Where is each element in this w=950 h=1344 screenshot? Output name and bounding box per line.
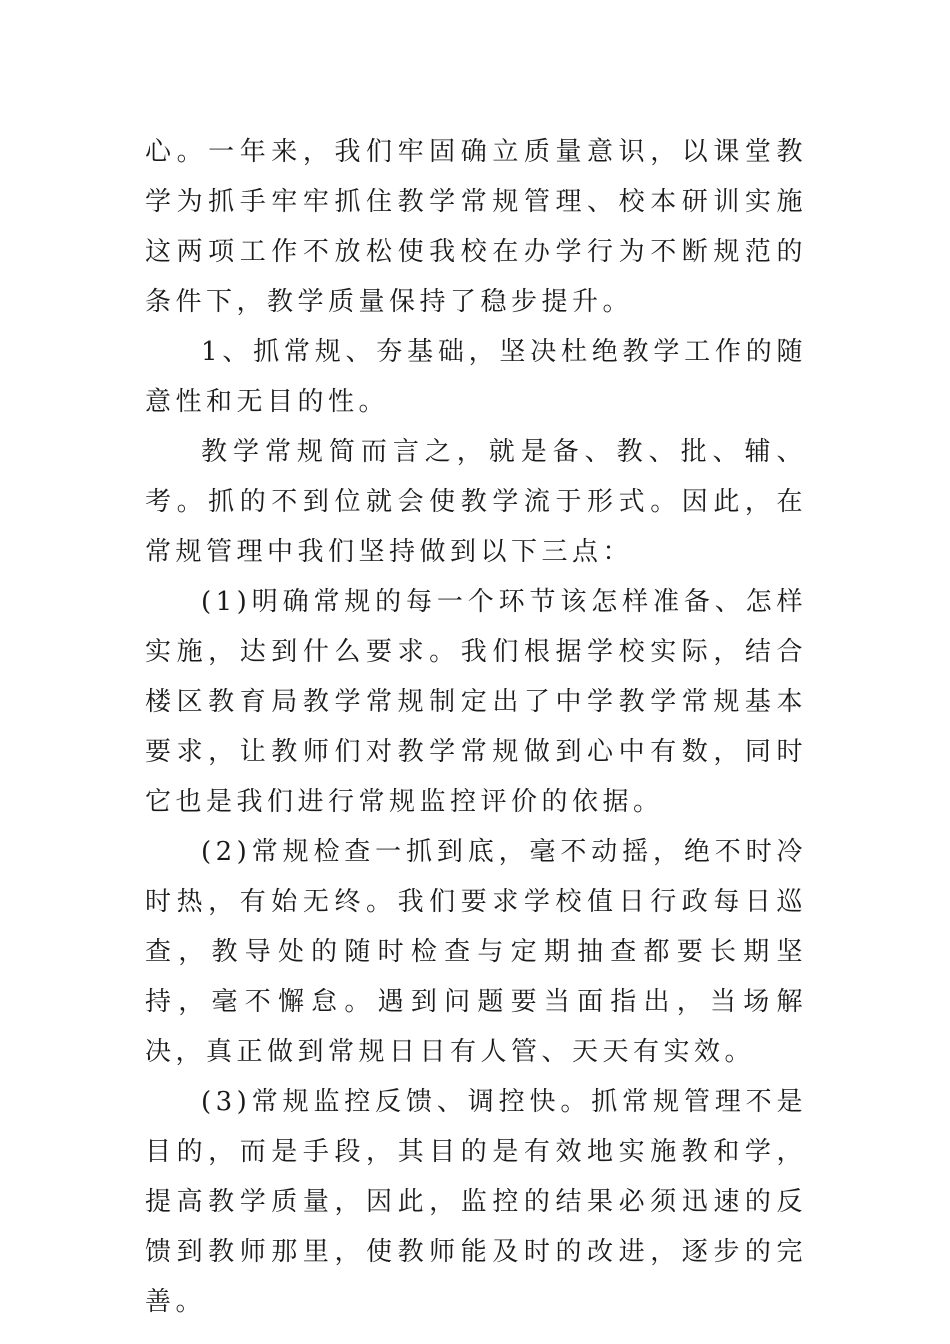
paragraph-point-2: (2)常规检查一抓到底，毫不动摇，绝不时冷时热，有始无终。我们要求学校值日行政每日巡查，教导处的随时检查与定期抽查都要长期坚持，毫不懈怠。遇到问题要当面指出，当场解决，真正做到常规日日有人管、天天有实效。	[145, 837, 807, 1067]
document-body	[145, 127, 807, 1327]
paragraph-continuation: 心。一年来，我们牢固确立质量意识，以课堂教学为抓手牢牢抓住教学常规管理、校本研训实施这两项工作不放松使我校在办学行为不断规范的条件下，教学质量保持了稳步提升。	[145, 137, 807, 317]
paragraph-teaching-routine: 教学常规简而言之，就是备、教、批、辅、考。抓的不到位就会使教学流于形式。因此，在常规管理中我们坚持做到以下三点：	[145, 437, 807, 567]
paragraph-point-3: (3)常规监控反馈、调控快。抓常规管理不是目的，而是手段，其目的是有效地实施教和学，提高教学质量，因此，监控的结果必须迅速的反馈到教师那里，使教师能及时的改进，逐步的完善。	[145, 1087, 807, 1317]
paragraph-section-1-heading: 1、抓常规、夯基础，坚决杜绝教学工作的随意性和无目的性。	[145, 337, 807, 417]
paragraph-point-1: (1)明确常规的每一个环节该怎样准备、怎样实施，达到什么要求。我们根据学校实际，结合楼区教育局教学常规制定出了中学教学常规基本要求，让教师们对教学常规做到心中有数，同时它也是我们进行常规监控评价的依据。	[145, 587, 807, 817]
